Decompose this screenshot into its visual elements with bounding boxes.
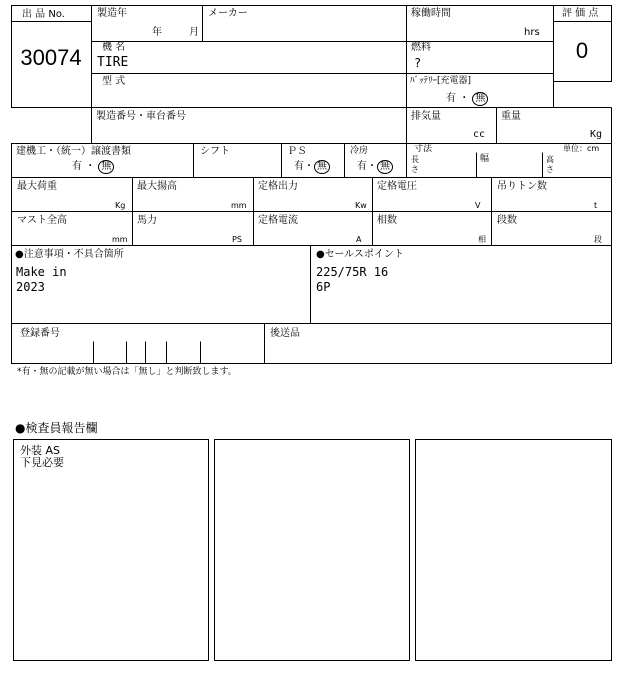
max-load-unit: Kg xyxy=(115,201,126,210)
ship-later-label: 後送品 xyxy=(270,328,300,339)
rated-voltage-label: 定格電圧 xyxy=(377,181,417,192)
height-label-a: 高 xyxy=(546,155,554,164)
phase-unit: 相 xyxy=(478,235,486,244)
stages-unit: 段 xyxy=(594,235,602,244)
max-load-label: 最大荷重 xyxy=(17,181,57,192)
transfer-options xyxy=(72,160,114,174)
ps-yes: 有 xyxy=(294,161,304,172)
hours-label: 稼働時間 xyxy=(411,8,451,19)
transfer-yes: 有 xyxy=(72,161,82,172)
caution-label: ●注意事項・不具合箇所 xyxy=(15,249,124,260)
score-label: 評 価 点 xyxy=(562,8,599,19)
battery-sep: ・ xyxy=(459,93,470,104)
lift-tons-unit: t xyxy=(594,201,598,210)
transfer-no-circled: 無 xyxy=(98,160,114,174)
ac-yes: 有 xyxy=(357,161,367,172)
rated-current-label: 定格電流 xyxy=(258,215,298,226)
mfg-year-label: 製造年 xyxy=(97,8,127,19)
model-label: 型 式 xyxy=(102,76,126,87)
displacement-unit: cc xyxy=(473,129,486,140)
year-label: 年 xyxy=(152,27,162,38)
max-lift-label: 最大揚高 xyxy=(137,181,177,192)
battery-yes: 有 xyxy=(446,93,456,104)
caution-line-2: 2023 xyxy=(16,280,45,294)
transfer-label: 建機工・（統一）譲渡書類 xyxy=(16,146,131,157)
weight-label: 重量 xyxy=(501,111,521,122)
horsepower-label: 馬力 xyxy=(137,215,157,226)
rated-current-unit: A xyxy=(356,235,362,244)
month-label: 月 xyxy=(189,27,199,38)
horsepower-unit: PS xyxy=(232,235,242,244)
hours-unit: hrs xyxy=(524,27,540,38)
ps-sep: ・ xyxy=(304,161,314,172)
caution-line-1: Make in xyxy=(16,265,67,279)
inspector-note-2: 下見必要 xyxy=(20,456,64,469)
battery-no-circled: 無 xyxy=(472,92,488,106)
inspector-note-1: 外装 AS xyxy=(20,444,61,457)
fuel-value: ? xyxy=(414,56,422,70)
inspector-box-2 xyxy=(214,439,410,661)
rated-voltage-unit: V xyxy=(475,201,481,210)
item-no-label: 出 品 No. xyxy=(22,9,65,20)
stages-label: 段数 xyxy=(497,215,517,226)
footnote: *有・無の記載が無い場合は「無し」と判断致します。 xyxy=(17,367,237,377)
dims-unit-note: 単位：cm xyxy=(563,144,600,153)
weight-unit: Kg xyxy=(590,129,603,140)
width-label: 幅 xyxy=(480,154,490,164)
ps-no-circled: 無 xyxy=(314,160,330,174)
mast-height-unit: mm xyxy=(112,235,128,244)
sales-line-1: 225/75R 16 xyxy=(316,265,389,279)
ps-label: ＰＳ xyxy=(287,146,307,157)
displacement-label: 排気量 xyxy=(411,111,441,122)
name-label: 機 名 xyxy=(102,42,126,53)
ac-label: 冷房 xyxy=(350,146,369,156)
ac-sep: ・ xyxy=(367,161,377,172)
sales-point-label: ●セールスポイント xyxy=(316,249,404,260)
maker-label: メーカー xyxy=(208,8,248,19)
rated-output-unit: Kw xyxy=(355,201,367,210)
item-no: 30074 xyxy=(20,45,82,70)
phase-label: 相数 xyxy=(377,215,397,226)
height-label-b: さ xyxy=(546,165,554,174)
max-lift-unit: mm xyxy=(231,201,247,210)
ps-options xyxy=(294,160,330,174)
ac-options xyxy=(357,160,393,174)
ac-no-circled: 無 xyxy=(377,160,393,174)
battery-label: ﾊﾞｯﾃﾘｰ[充電器] xyxy=(410,76,472,86)
transfer-sep: ・ xyxy=(85,161,96,172)
dims-label: 寸法 xyxy=(414,144,433,154)
length-label-a: 長 xyxy=(411,155,419,164)
inspector-box-3 xyxy=(415,439,612,661)
mast-height-label: マスト全高 xyxy=(17,215,67,226)
registration-label: 登録番号 xyxy=(20,328,60,339)
machine-name: TIRE xyxy=(97,55,129,70)
shift-label: シフト xyxy=(200,146,230,157)
length-label-b: さ xyxy=(411,165,419,174)
score-value: 0 xyxy=(575,38,589,63)
rated-output-label: 定格出力 xyxy=(258,181,298,192)
fuel-label: 燃料 xyxy=(411,42,431,53)
battery-options xyxy=(446,92,488,106)
inspector-title: ●検査員報告欄 xyxy=(15,421,98,435)
serial-label: 製造番号・車台番号 xyxy=(96,111,186,122)
sales-line-2: 6P xyxy=(316,280,331,294)
lift-tons-label: 吊りトン数 xyxy=(497,181,547,192)
